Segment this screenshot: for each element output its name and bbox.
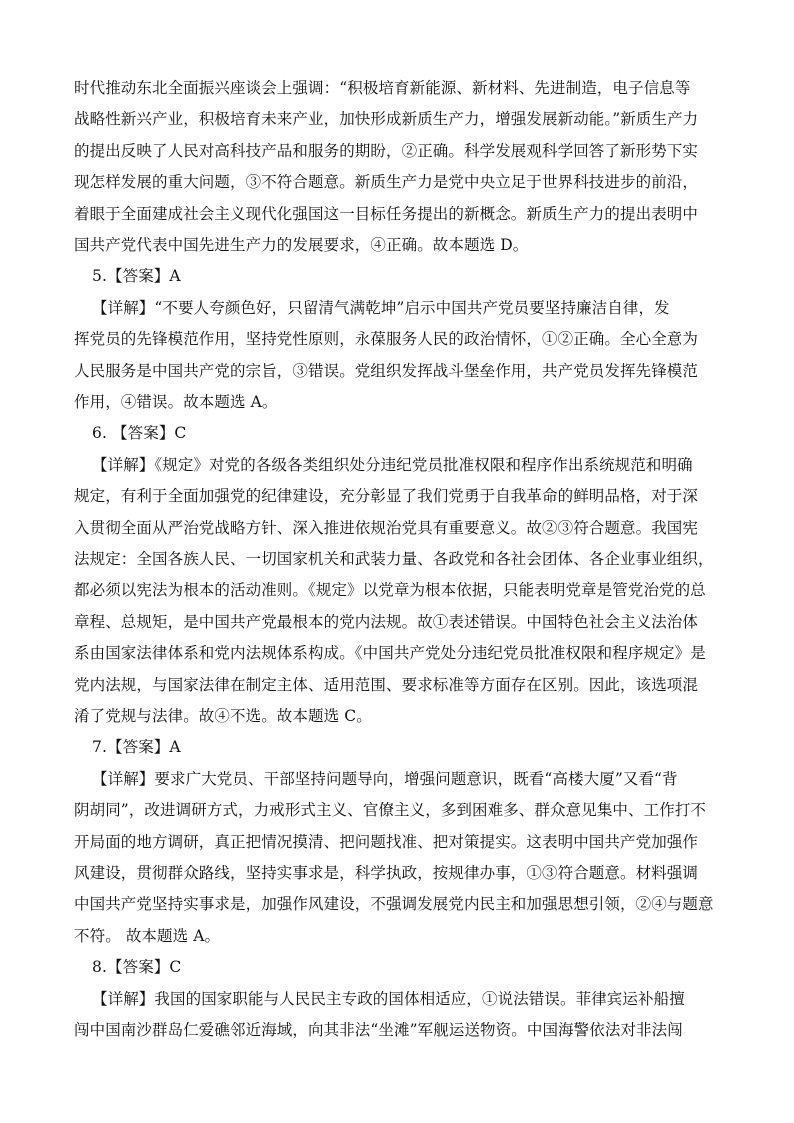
q7-detail-line: 开局面的地方调研，真正把情况摸清、把问题找准、把对策提实。这表明中国共产党加强作 xyxy=(74,832,699,851)
q7-detail-line: 中国共产党坚持实事求是，加强作风建设，不强调发展党内民主和加强思想引领，②④与题意 xyxy=(74,895,714,914)
q4-detail-continued-line: 国共产党代表中国先进生产力的发展要求，④正确。故本题选 D。 xyxy=(74,236,529,254)
q7-detail-line: 【详解】要求广大党员、干部坚持问题导向，增强问题意识，既看“高楼大厦”又看“背 xyxy=(92,769,678,788)
q7-detail-line: 阴胡同”，改进调研方式，力戒形式主义、官僚主义，多到困难多、群众意见集中、工作打不 xyxy=(74,801,707,820)
q8-answer-line: 8.【答案】C xyxy=(92,958,182,977)
q7-detail-line: 不符。 故本题选 A。 xyxy=(74,926,221,945)
q5-detail-line: 人民服务是中国共产党的宗旨，③错误。党组织发挥战斗堡垒作用，共产党员发挥先锋模范 xyxy=(74,361,699,380)
q6-detail-line: 【详解】《规定》对党的各级各类组织处分违纪党员批准权限和程序作出系统规范和明确 xyxy=(92,455,693,474)
q8-detail-line: 【详解】我国的国家职能与人民民主专政的国体相适应，①说法错误。菲律宾运补船擅 xyxy=(92,989,685,1008)
q6-detail-line: 系由国家法律体系和党内法规体系构成。《中国共产党处分违纪党员批准权限和程序规定》是 xyxy=(74,644,706,663)
q6-answer-line: 6. 【答案】C xyxy=(92,424,187,443)
q6-detail-line: 入贯彻全面从严治党战略方针、深入推进依规治党具有重要意义。故②③符合题意。我国宪 xyxy=(74,518,699,537)
q4-detail-continued-line: 着眼于全面建成社会主义现代化强国这一目标任务提出的新概念。新质生产力的提出表明中 xyxy=(74,204,699,223)
q5-detail-line: 挥党员的先锋模范作用，坚持党性原则，永葆服务人民的政治情怀，①②正确。全心全意为 xyxy=(74,330,699,349)
q7-detail-line: 风建设，贯彻群众路线，坚持实事求是，科学执政，按规律办事，①③符合题意。材料强调 xyxy=(74,864,699,882)
q4-detail-continued-line: 的提出反映了人民对高科技产品和服务的期盼，②正确。科学发展观科学回答了新形势下实 xyxy=(74,141,699,160)
q4-detail-continued-line: 时代推动东北全面振兴座谈会上强调：“积极培育新能源、新材料、先进制造，电子信息等 xyxy=(74,79,691,97)
q4-detail-continued-line: 战略性新兴产业，积极培育未来产业，加快形成新质生产力，增强发展新动能。”新质生产力 xyxy=(74,110,699,129)
q6-detail-line: 党内法规，与国家法律在制定主体、适用范围、要求标准等方面存在区别。因此，该选项混 xyxy=(74,675,699,694)
q8-detail-line: 闯中国南沙群岛仁爱礁邻近海域，向其非法“坐滩”军舰运送物资。中国海警依法对非法闯 xyxy=(74,1021,683,1039)
q5-detail-line: 【详解】“不要人夸颜色好，只留清气满乾坤”启示中国共产党员要坚持廉洁自律，发 xyxy=(92,298,670,317)
q7-answer-line: 7.【答案】A xyxy=(92,738,181,757)
q6-detail-line: 都必须以宪法为根本的活动准则。《规定》以党章为根本依据，只能表明党章是管党治党的总 xyxy=(74,581,706,600)
q6-detail-line: 法规定：全国各族人民、一切国家机关和武装力量、各政党和各社会团体、各企业事业组织， xyxy=(74,550,714,568)
q6-detail-line: 淆了党规与法律。故④不选。故本题选 C。 xyxy=(74,707,372,725)
q6-detail-line: 规定，有利于全面加强党的纪律建设，充分彰显了我们党勇于自我革命的鲜明品格，对于深 xyxy=(74,487,699,506)
q4-detail-continued-line: 现怎样发展的重大问题，③不符合题意。新质生产力是党中央立足于世界科技进步的前沿， xyxy=(74,173,699,192)
q6-detail-line: 章程、总规矩，是中国共产党最根本的党内法规。故①表述错误。中国特色社会主义法治体 xyxy=(74,612,699,631)
q5-answer-line: 5.【答案】A xyxy=(92,267,181,286)
q5-detail-line: 作用，④错误。故本题选 A。 xyxy=(74,393,278,411)
